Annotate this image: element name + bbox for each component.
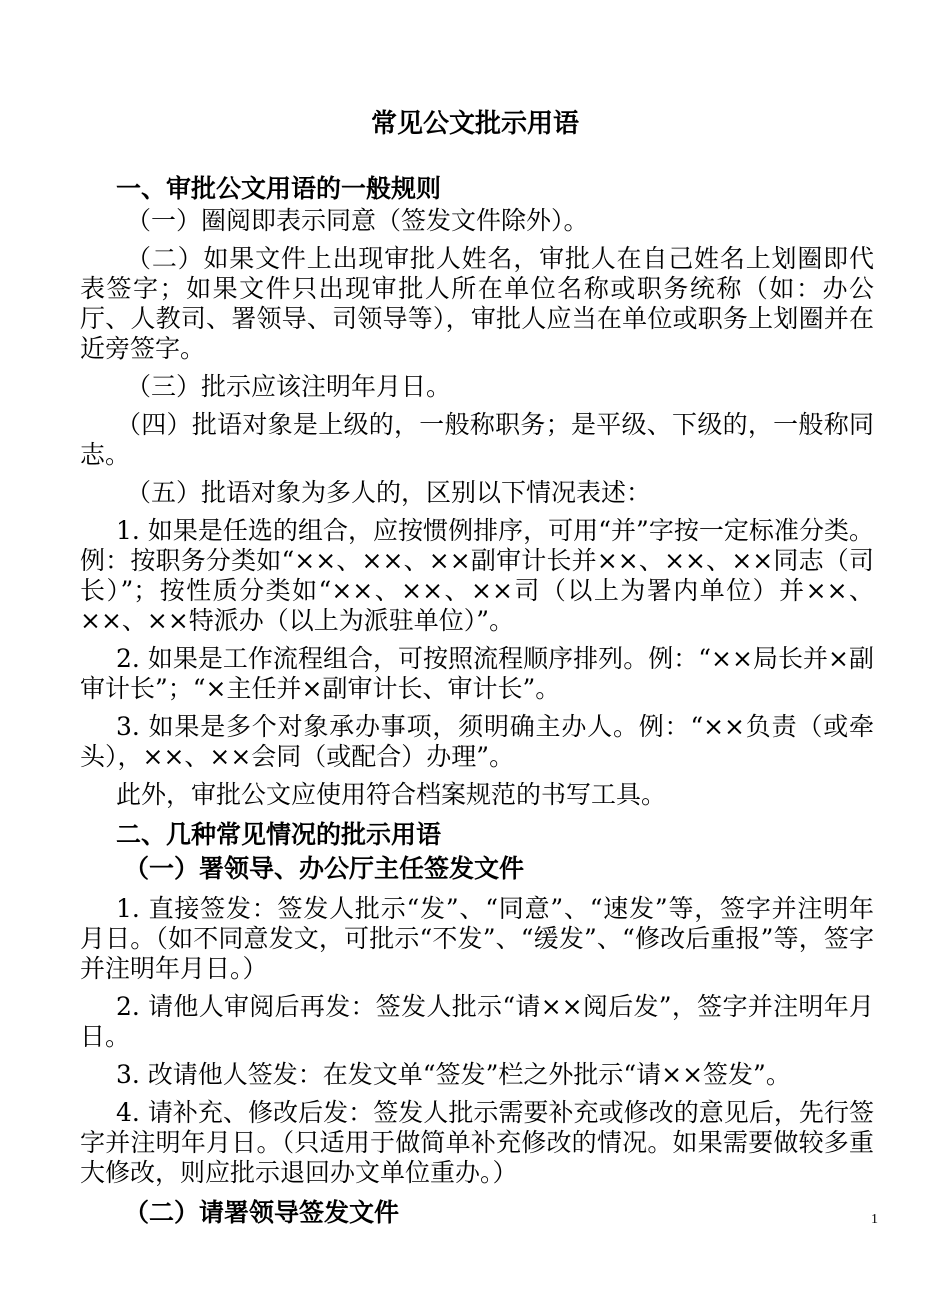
paragraph: （三）批示应该注明年月日。 — [126, 372, 452, 401]
page-number: 1 — [871, 1212, 878, 1227]
section-heading: 一、审批公文用语的一般规则 — [116, 174, 442, 203]
subsection-heading: （二）请署领导签发文件 — [124, 1198, 400, 1227]
paragraph: 2. 请他人审阅后再发：签发人批示“请××阅后发”，签字并注明年月日。 — [80, 992, 874, 1051]
paragraph: （一）圈阅即表示同意（签发文件除外）。 — [126, 206, 589, 235]
paragraph: （五）批语对象为多人的，区别以下情况表述： — [126, 478, 652, 507]
paragraph: 4. 请补充、修改后发：签发人批示需要补充或修改的意见后，先行签字并注明年月日。（只适用于做简单补充修改的情况。如果需要做较多重大修改，则应批示退回办文单位重办。） — [80, 1098, 874, 1187]
paragraph: （二）如果文件上出现审批人姓名，审批人在自己姓名上划圈即代表签字；如果文件只出现审批人所在单位名称或职务统称（如：办公厅、人教司、署领导、司领导等），审批人应当在单位或职务上划圈并在近旁签字。 — [80, 244, 874, 363]
paragraph: 3. 如果是多个对象承办事项，须明确主办人。例：“××负责（或牵头），××、××会同（或配合）办理”。 — [80, 712, 874, 771]
document-body — [80, 172, 874, 1230]
paragraph: 此外，审批公文应使用符合档案规范的书写工具。 — [116, 780, 667, 809]
paragraph: 1. 直接签发：签发人批示“发”、“同意”、“速发”等，签字并注明年月日。（如不同意发文，可批示“不发”、“缓发”、“修改后重报”等，签字并注明年月日。） — [80, 894, 874, 983]
paragraph: 1. 如果是任选的组合，应按惯例排序，可用“并”字按一定标准分类。例：按职务分类如“××、××、××副审计长并××、××、××同志（司长）”；按性质分类如“××、××、××司（以上为署内单位）并××、××、××特派办（以上为派驻单位）”。 — [80, 516, 874, 635]
subsection-heading: （一）署领导、办公厅主任签发文件 — [124, 854, 525, 883]
paragraph: 3. 改请他人签发：在发文单“签发”栏之外批示“请××签发”。 — [116, 1060, 791, 1089]
section-heading: 二、几种常见情况的批示用语 — [116, 820, 442, 849]
paragraph: （四）批语对象是上级的，一般称职务；是平级、下级的，一般称同志。 — [80, 410, 874, 469]
document-title: 常见公文批示用语 — [370, 109, 579, 139]
paragraph: 2. 如果是工作流程组合，可按照流程顺序排列。例：“××局长并×副审计长”；“×主任并×副审计长、审计长”。 — [80, 644, 874, 703]
